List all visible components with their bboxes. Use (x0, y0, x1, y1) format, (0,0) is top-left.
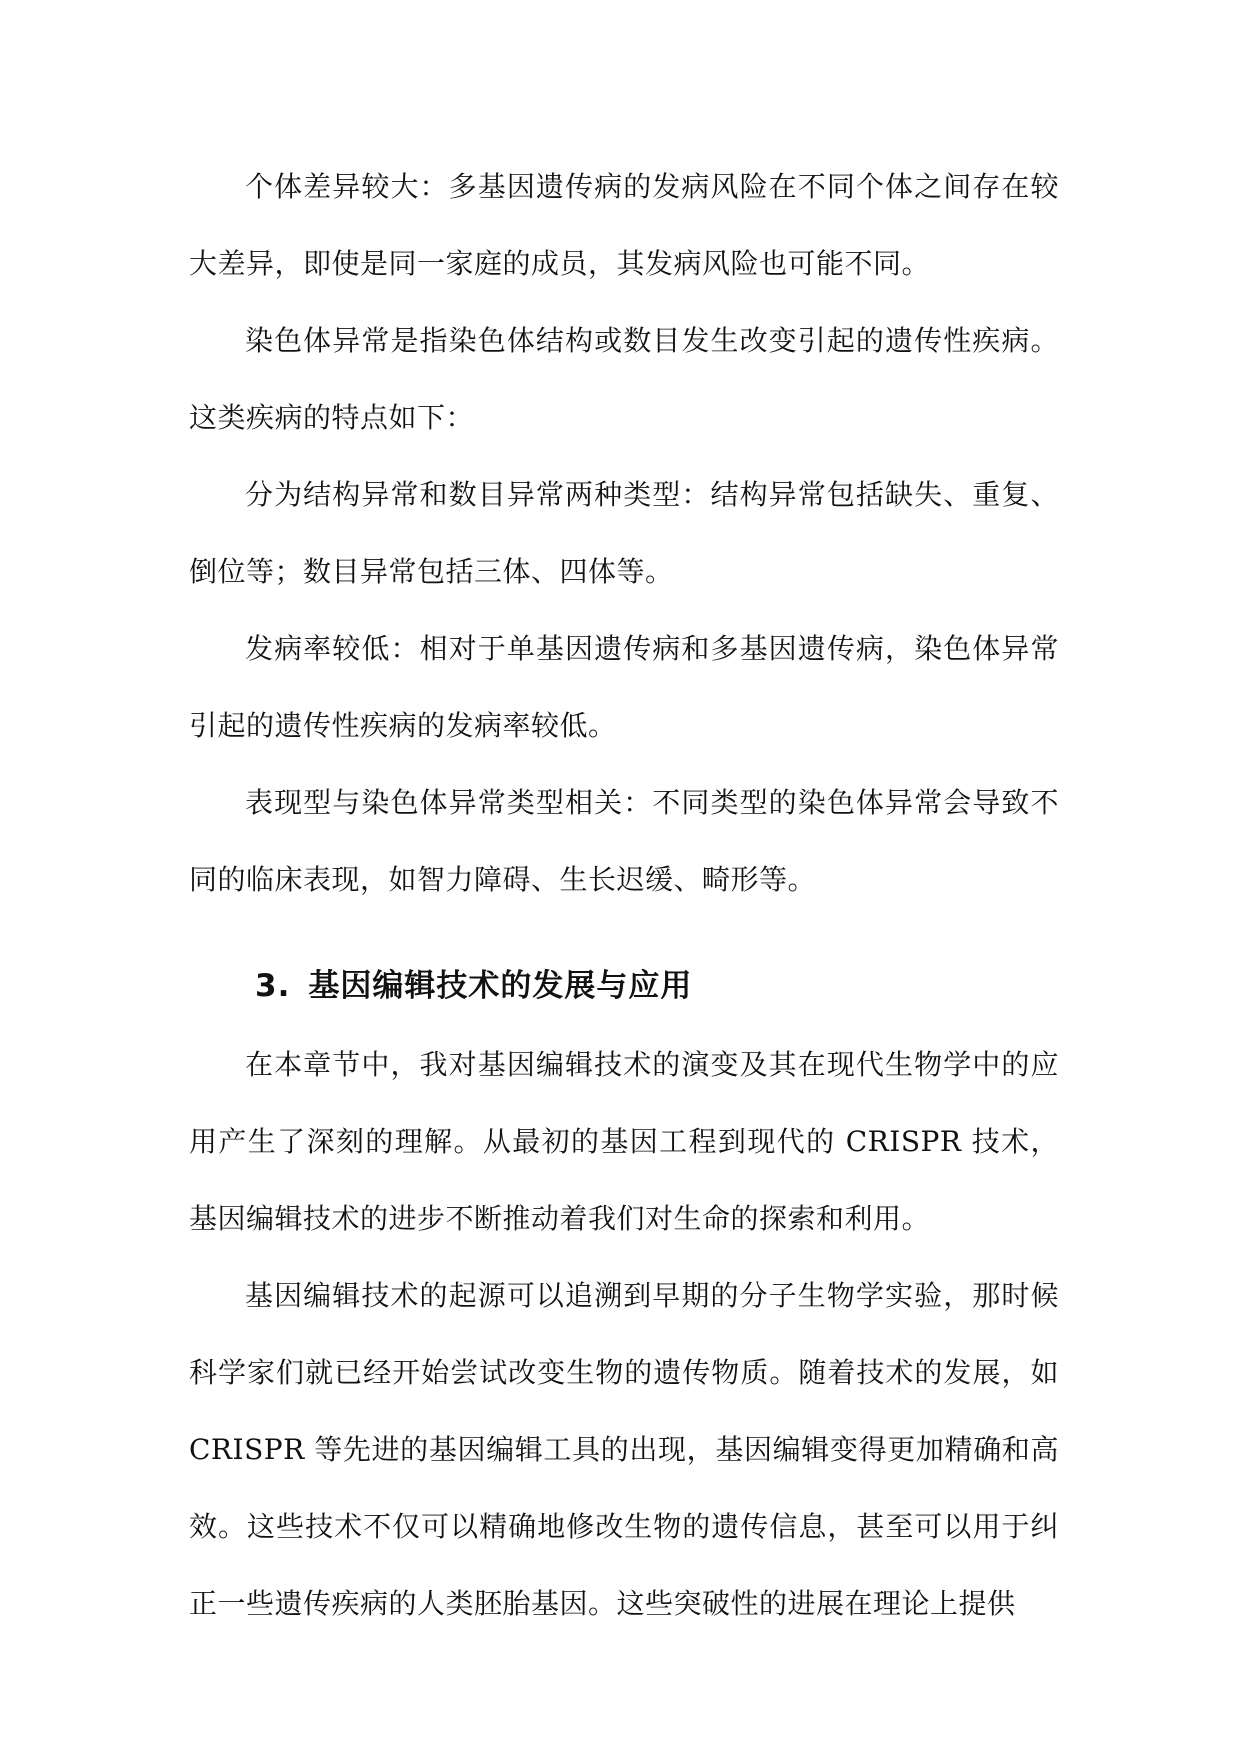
paragraph-abnormality-types: 分为结构异常和数目异常两种类型：结构异常包括缺失、重复、倒位等；数目异常包括三体、四体等。 (189, 478, 1059, 588)
paragraph-individual-difference: 个体差异较大：多基因遗传病的发病风险在不同个体之间存在较大差异，即使是同一家庭的成员，其发病风险也可能不同。 (189, 170, 1059, 280)
section-title: 基因编辑技术的发展与应用 (308, 968, 693, 1004)
section-heading (189, 956, 1059, 1016)
paragraph-low-incidence: 发病率较低：相对于单基因遗传病和多基因遗传病，染色体异常引起的遗传性疾病的发病率较低。 (189, 632, 1059, 742)
paragraph-chromosome-abnormality: 染色体异常是指染色体结构或数目发生改变引起的遗传性疾病。这类疾病的特点如下： (189, 324, 1059, 434)
document-body (189, 148, 1059, 1642)
paragraph-phenotype: 表现型与染色体异常类型相关：不同类型的染色体异常会导致不同的临床表现，如智力障碍、生长迟缓、畸形等。 (189, 786, 1059, 896)
paragraph-gene-editing-origin: 基因编辑技术的起源可以追溯到早期的分子生物学实验，那时候科学家们就已经开始尝试改变生物的遗传物质。随着技术的发展，如 CRISPR 等先进的基因编辑工具的出现，基因编辑变得更加精确和高效。这些技术不仅可以精确地修改生物的遗传信息，甚至可以用于纠正一些遗传疾病的人类胚胎基因。这些突破性的进展在理论上提供 (189, 1279, 1059, 1620)
section-number: 3. (255, 968, 291, 1004)
paragraph-gene-editing-intro: 在本章节中，我对基因编辑技术的演变及其在现代生物学中的应用产生了深刻的理解。从最初的基因工程到现代的 CRISPR 技术，基因编辑技术的进步不断推动着我们对生命的探索和利用。 (189, 1048, 1059, 1235)
